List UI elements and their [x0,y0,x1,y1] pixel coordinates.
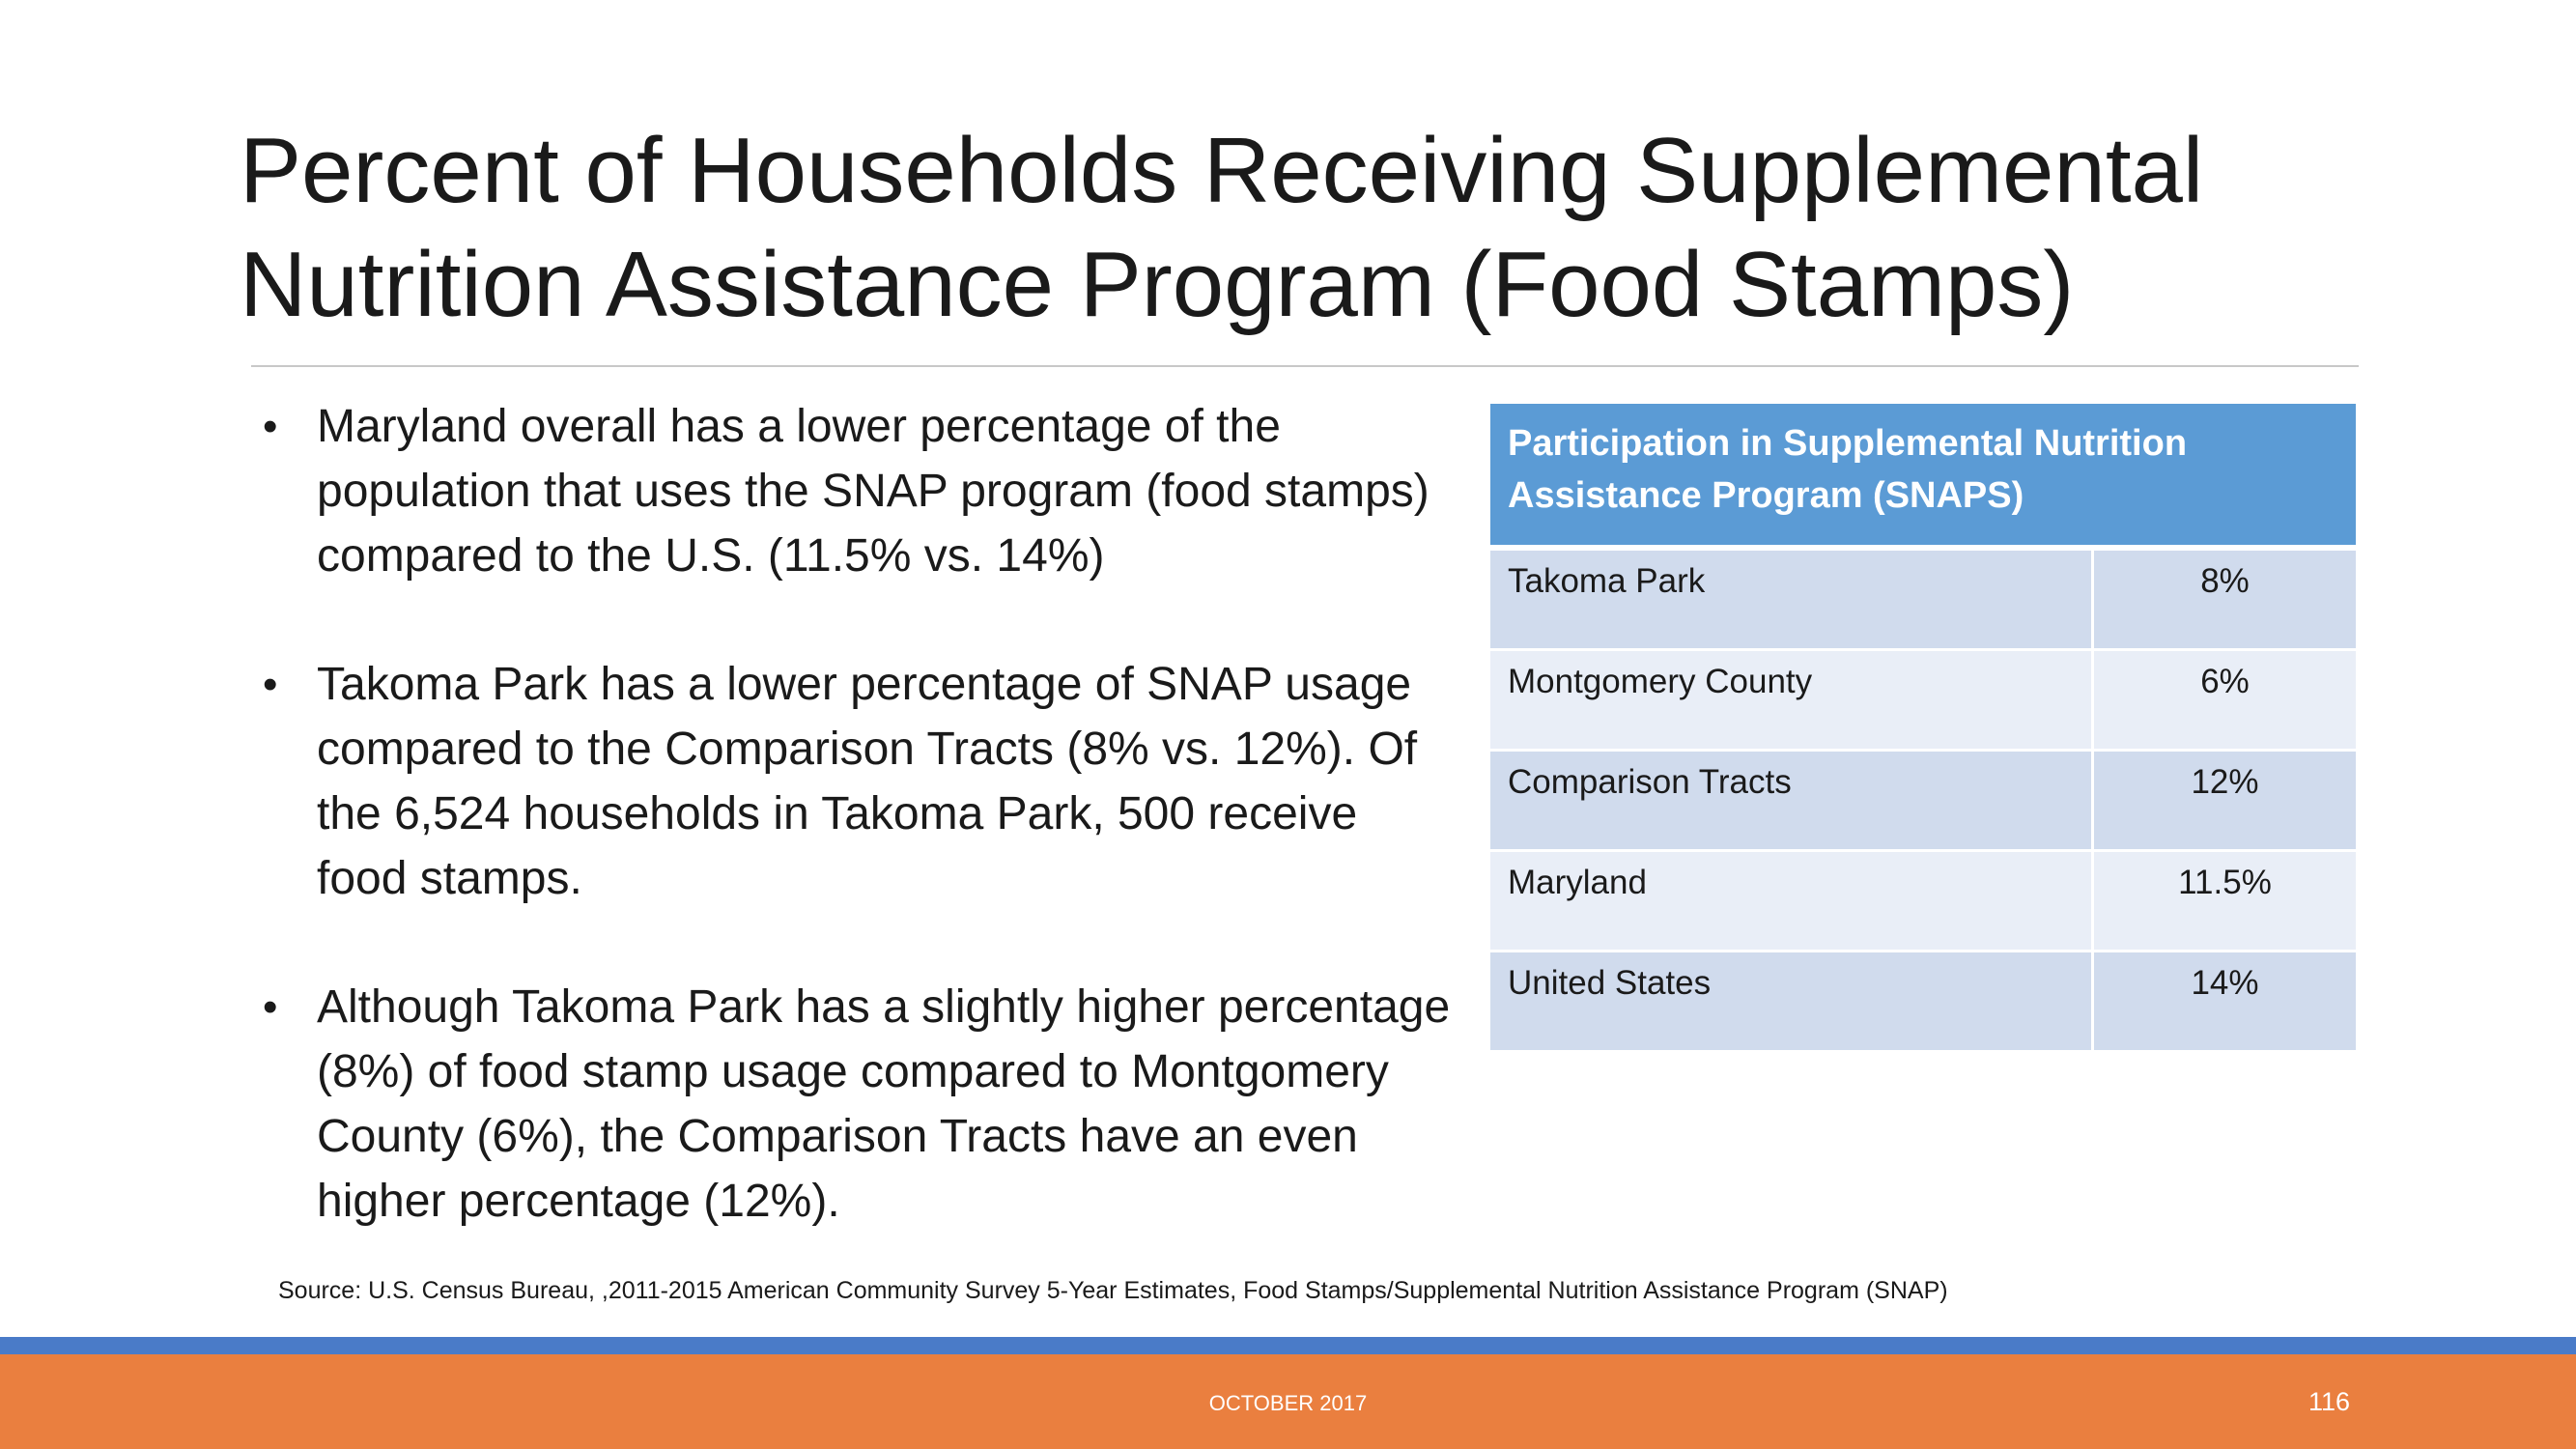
table-row [1490,651,2356,752]
table-header: Participation in Supplemental Nutrition Assistance Program (SNAPS) [1490,404,2356,551]
table-row [1490,852,2356,952]
bullet-item-takoma-vs-tracts [253,652,1451,911]
bullet-dot-icon: • [263,983,278,1031]
row-label: Montgomery County [1490,651,2091,752]
bullet-item-takoma-vs-county [253,975,1451,1234]
row-value: 14% [2091,952,2356,1053]
row-label: Maryland [1490,852,2091,952]
row-value: 11.5% [2091,852,2356,952]
table-row [1490,752,2356,852]
row-value: 12% [2091,752,2356,852]
row-label: United States [1490,952,2091,1053]
bullet-dot-icon: • [263,403,278,450]
row-value: 8% [2091,551,2356,651]
row-label: Takoma Park [1490,551,2091,651]
bullet-dot-icon: • [263,661,278,708]
table-row [1490,551,2356,651]
bullet-item-maryland [253,394,1451,588]
slide-title: Percent of Households Receiving Supplemental Nutrition Assistance Program (Food Stamps) [240,119,2204,336]
bullet-list [253,394,1451,1297]
bullet-text: Maryland overall has a lower percentage of the population that uses the SNAP program (food stamps) compared to the U.S. (11.5% vs. 14%) [317,401,1430,582]
page-number: 116 [2307,1387,2350,1416]
bullet-text: Although Takoma Park has a slightly higher percentage (8%) of food stamp usage compared to Montgomery County (6%), the Comparison Tracts have an even higher percentage (12%). [317,981,1451,1227]
table-header-row [1490,404,2356,551]
snap-participation-table [1490,404,2356,1053]
bullet-text: Takoma Park has a lower percentage of SNAP usage compared to the Comparison Tracts (8% vs. 12%). Of the 6,524 households in Takoma Park, 500 receive food stamps. [317,659,1418,904]
source-citation: Source: U.S. Census Bureau, ,2011-2015 American Community Survey 5-Year Estimates, Food Stamps/Supplemental Nutrition Assistance Program (SNAP) [278,1277,1948,1304]
footer-date: OCTOBER 2017 [1208,1391,1368,1415]
row-label: Comparison Tracts [1490,752,2091,852]
title-divider [251,365,2359,367]
table-row [1490,952,2356,1053]
footer-blue-band [0,1337,2576,1354]
row-value: 6% [2091,651,2356,752]
